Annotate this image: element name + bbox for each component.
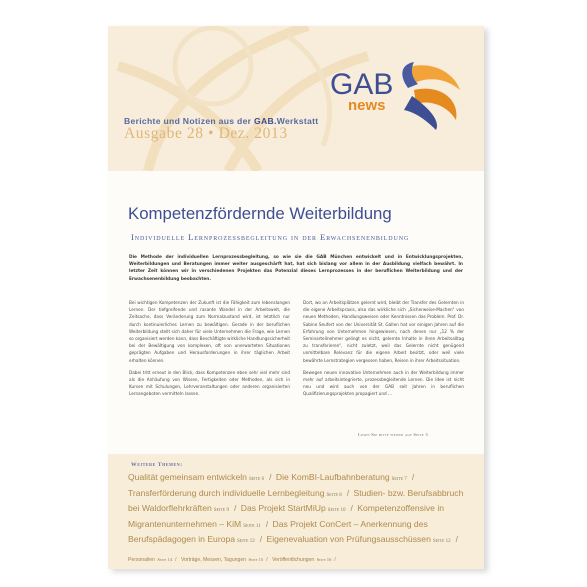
- gab-news-logo: [328, 60, 468, 130]
- themes-heading: Weitere Themen:: [131, 462, 183, 468]
- theme-item[interactable]: Das Projekt StartMiUp Seite 10: [240, 503, 346, 514]
- masthead-prefix: Berichte und Notizen aus der: [124, 116, 252, 126]
- masthead-brand: GAB.: [254, 116, 277, 126]
- footer-item[interactable]: Personalien Seite 14: [128, 557, 173, 563]
- theme-item[interactable]: Studien- bzw. Berufsabbruch bei Waldorflehrkräften Seite 9: [128, 487, 464, 514]
- themes-list: Qualität gemeinsam entwickeln Seite 6 / Die KomBI-Laufbahnberatung Seite 7 / Transferförderung durch individuelle Lernbegleitung Seite 8 / Studien- bzw. Berufsabbruch bei Waldorflehrkräften Seite 9 / Das Projekt StartMiUp Seite 10 / Kompetenzoffensive in Migrantenunternehmen – KiM Seite 11 / Das Projekt ConCert – Anerkennung des Berufspädagogen in Europa Seite 12 / Eigenevaluation von Prüfungsausschüssen Seite 12 /: [128, 472, 464, 545]
- theme-item[interactable]: Das Projekt ConCert – Anerkennung des Berufspädagogen in Europa Seite 12: [128, 518, 428, 545]
- article-subtitle: Individuelle Lernprozessbegleitung in der Erwachsenenbildung: [131, 232, 410, 242]
- themes-footer: Personalien Seite 14 / Vorträge, Messen, Tagungen Seite 15 / Veröffentlichungen Seite 16 /: [128, 557, 336, 563]
- newsletter-header: [108, 26, 484, 171]
- paragraph: Dabei tritt erneut in den Blick, dass Kompetenzen eben sehr viel mehr sind als die Anhäufung von Wissen, Fertigkeiten oder Methoden, als sich in Kursen mit Schulungen, Lehrveranstaltungen oder anderen organisierten Lernangeboten vermitteln lassen.: [129, 369, 290, 397]
- newsletter-page: [108, 26, 484, 569]
- logo-gab: GAB: [330, 68, 394, 101]
- paragraph: Dort, wo an Arbeitsplätzen gelernt wird, bleibt der Transfer des Gelernten in die eigene Arbeitspraxis, also das wirkliche sich „Sicherweise-Machen“ von neuen Methoden, Handlungsweisen oder Kenntnissen das Problem. Prof. Dr. Sabine Seufert von der Universität St. Gallen hat vor einigen Jahren auf die Erfahrung von Unternehmen hingewiesen, nach denen nur „12 % der Seminarteilnehmer gelingt es nicht, gelernte Inhalte in ihren Arbeitsalltag zu transferieren“, nicht zuletzt, weil das Gelernte nicht genügend unmittelbare Relevanz für die eigene Arbeit besitzt, oder weil viele bewährte Lernstrategien vergessen haben, Reisen in ihrer Arbeitssituation.: [303, 300, 464, 363]
- theme-item[interactable]: Transferförderung durch individuelle Lernbegleitung Seite 8: [128, 487, 342, 498]
- theme-item[interactable]: Qualität gemeinsam entwickeln Seite 6: [128, 472, 265, 482]
- issue-number: Ausgabe 28 • Dez. 2013: [124, 125, 288, 142]
- theme-item[interactable]: Die KomBI-Laufbahnberatung Seite 7: [275, 472, 407, 482]
- article-column-left: [129, 299, 290, 403]
- article-intro: Die Methode der individuellen Lernprozessbegleitung, so wie sie die GAB München entwickelt und in Entwicklungsprojekten, Weiterbildungen und Beratungen immer weiter ausgeschärft hat, hat sich bislang vor allem in der Ausbildung vielfach bewährt. In letzter Zeit können wir in verschiedenen Projekten das Potenzial dieses Lernprozesses in der beruflichen Weiterbildung und der Erwachsenenbildung beobachten.: [129, 255, 463, 282]
- footer-item[interactable]: Veröffentlichungen Seite 16: [272, 557, 332, 563]
- article-title: Kompetenzfördernde Weiterbildung: [128, 204, 392, 223]
- paragraph: Bei wichtigen Kompetenzen der Zukunft ist die Fähigkeit zum lebenslangen Lernen. Der tiefgreifende und rasante Wandel in der Arbeitswelt, die Zeitsache, dass Veränderung zum Normalzustand wird, ist letztlich nur durch kontinuierliches Lernen zu bewältigen. Gerade in der beruflichen Weiterbildung stellt sich daher für viele Unternehmen die Frage, wie Lernen so organisiert werden kann, dass Beschäftigte wirkliche Handlungssicherheit bei der Bewältigung von komplexen, oft von unerwarteten Situationen geprägten Aufgaben und Herausforderungen in ihrer täglichen Arbeit erhalten können.: [129, 300, 291, 363]
- article-column-right: [303, 299, 464, 403]
- theme-item[interactable]: Eigenevaluation von Prüfungsausschüssen Seite 12: [266, 534, 451, 545]
- logo-news: news: [348, 97, 386, 114]
- masthead-suffix: Werkstatt: [276, 116, 319, 126]
- logo-swirl-icon: [402, 62, 460, 130]
- theme-item[interactable]: Kompetenzoffensive in Migrantenunternehmen – KiM Seite 11: [128, 503, 445, 529]
- footer-item[interactable]: Vorträge, Messen, Tagungen Seite 15: [180, 557, 264, 563]
- paragraph: Bewegen neuen innovative Unternehmen auch in der Weiterbildung immer mehr auf arbeitsintegrierte, prozessbegleitende Lernen. Die Idee ist nicht neu und wird auch von der GAB seit Jahren in beruflichen Qualifizierungsprojekten propagiert und …: [303, 369, 464, 397]
- continued-note: Lesen Sie bitte weiter auf Seite 3: [358, 432, 428, 437]
